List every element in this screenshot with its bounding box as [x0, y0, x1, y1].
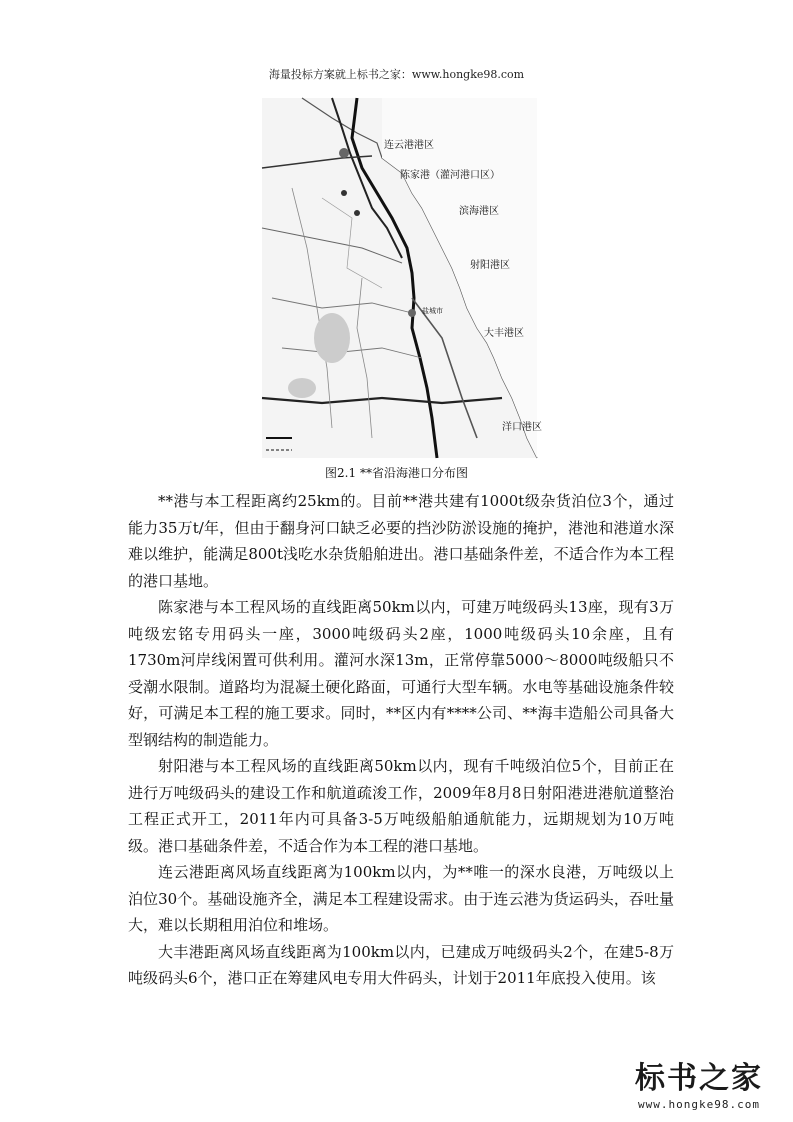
figure-caption: 图2.1 **省沿海港口分布图	[325, 466, 468, 480]
paragraph: 陈家港与本工程风场的直线距离50km以内，可建万吨级码头13座，现有3万吨级宏铭专用码头一座，3000吨级码头2座，1000吨级码头10余座，且有1730m河岸线闲置可供利用。灌河水深13m，正常停靠5000～8000吨级船只不受潮水限制。道路均为混凝土硬化路面，可通行大型车辆。水电等基础设施条件较好，可满足本工程的施工要求。同时，**区内有****公司、**海丰造船公司具备大型钢结构的制造能力。	[128, 598, 674, 749]
label-binhai: 滨海港区	[459, 206, 499, 217]
footer-brand: 标书之家	[635, 1061, 763, 1096]
label-yangkou: 洋口港区	[502, 422, 542, 433]
page-header: 海量投标方案就上标书之家：www.hongke98.com	[268, 68, 525, 81]
label-yancheng: 盐城市	[422, 307, 443, 315]
body-text	[128, 488, 674, 992]
footer-logo	[624, 1062, 774, 1111]
port-distribution-map	[262, 98, 542, 458]
label-chenjia: 陈家港（灌河港口区）	[400, 170, 500, 181]
paragraph: 射阳港与本工程风场的直线距离50km以内，现有千吨级泊位5个，目前正在进行万吨级码头的建设工作和航道疏浚工作，2009年8月8日射阳港进港航道整治工程正式开工，2011年内可具备3-5万吨级船舶通航能力，远期规划为10万吨级。港口基础条件差，不适合作为本工程的港口基地。	[128, 757, 674, 855]
paragraph: 连云港距离风场直线距离为100km以内，为**唯一的深水良港，万吨级以上泊位30个。基础设施齐全，满足本工程建设需求。由于连云港为货运码头，吞吐量大，难以长期租用泊位和堆场。	[128, 863, 674, 934]
label-dafeng: 大丰港区	[484, 328, 524, 339]
paragraph: **港与本工程距离约25km的。目前**港共建有1000t级杂货泊位3个，通过能力35万t/年，但由于翻身河口缺乏必要的挡沙防淤设施的掩护，港池和港道水深难以维护，能满足800t浅吃水杂货船舶进出。港口基础条件差，不适合作为本工程的港口基地。	[128, 492, 674, 590]
label-lianyun: 连云港港区	[384, 140, 434, 151]
footer-url: www.hongke98.com	[638, 1098, 760, 1111]
label-sheyang: 射阳港区	[470, 260, 510, 271]
paragraph: 大丰港距离风场直线距离为100km以内，已建成万吨级码头2个，在建5-8万吨级码头6个，港口正在筹建风电专用大件码头，计划于2011年底投入使用。该	[128, 942, 674, 987]
map-graphic	[262, 98, 542, 458]
